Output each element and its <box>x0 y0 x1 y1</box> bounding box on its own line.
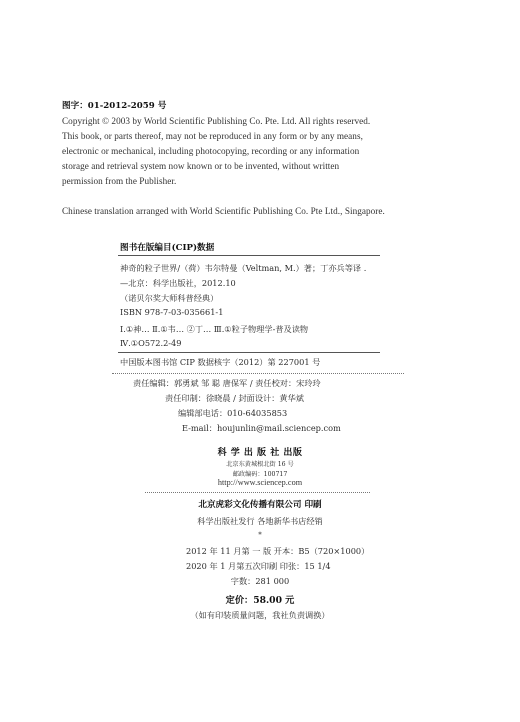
cip-record-number: 中国版本图书馆 CIP 数据核字（2012）第 227001 号 <box>120 357 321 367</box>
cip-series-line: （诺贝尔奖大师科普经典） <box>120 293 219 303</box>
credits-top-dotted-rule <box>112 373 404 374</box>
cip-title-line: 神奇的粒子世界/（荷）韦尔特曼（Veltman, M.）著；丁亦兵等译 . <box>120 263 367 273</box>
publisher-website: http://www.sciencep.com <box>217 478 303 487</box>
cip-classification-line: Ⅳ.①O572.2-49 <box>120 338 182 348</box>
printer-line: 北京虎彩文化传播有限公司 印刷 <box>198 500 322 510</box>
publisher-postcode: 邮政编码：100717 <box>232 471 288 478</box>
editors-line: 责任编辑：郭勇斌 邹 聪 唐保军 / 责任校对：宋玲玲 <box>133 378 321 388</box>
word-count: 字数：281 000 <box>230 576 290 586</box>
cip-isbn-line: ISBN 978-7-03-035661-1 <box>120 307 224 317</box>
cip-top-rule <box>118 255 380 256</box>
copyright-line-5: permission from the Publisher. <box>62 176 177 186</box>
cip-publisher-line: —北京：科学出版社，2012.10 <box>120 278 236 288</box>
publisher-address: 北京东黄城根北街 16 号 <box>226 461 294 468</box>
asterisk-divider: * <box>258 531 262 539</box>
publisher-name: 科 学 出 版 社 出版 <box>217 448 303 458</box>
editorial-phone: 编辑部电话：010-64035853 <box>178 408 288 418</box>
permit-number: 图字：01-2012-2059 号 <box>62 101 167 111</box>
production-line: 责任印制：徐晓晨 / 封面设计：黄华斌 <box>165 393 304 403</box>
copyright-line-1: Copyright © 2003 by World Scientific Publishing Co. Pte. Ltd. All rights reserved. <box>62 116 371 126</box>
edition-line: 2012 年 11 月第 一 版 开本：B5（720×1000） <box>186 546 370 556</box>
copyright-line-3: electronic or mechanical, including photocopying, recording or any information <box>62 146 360 156</box>
cip-heading: 图书在版编目(CIP)数据 <box>120 243 215 253</box>
distributor-line: 科学出版社发行 各地新华书店经销 <box>197 516 323 526</box>
copyright-line-4: storage and retrieval system now known or to be invented, without written <box>62 161 340 171</box>
translation-note: Chinese translation arranged with World Scientific Publishing Co. Pte Ltd., Singapore. <box>62 206 385 216</box>
price: 定价：58.00 元 <box>225 595 295 606</box>
cip-bottom-rule <box>118 352 380 353</box>
editorial-email: E-mail：houjunlin@mail.sciencep.com <box>182 423 341 433</box>
printing-line: 2020 年 1 月第五次印刷 印张：15 1/4 <box>186 561 331 571</box>
publisher-dotted-rule <box>145 492 370 493</box>
cip-subject-line: Ⅰ.①神… Ⅱ.①韦… ②丁… Ⅲ.①粒子物理学-普及读物 <box>120 324 309 334</box>
copyright-line-2: This book, or parts thereof, may not be reproduced in any form or by any means, <box>62 131 363 141</box>
quality-note: （如有印装质量问题，我社负责调换） <box>190 610 330 620</box>
